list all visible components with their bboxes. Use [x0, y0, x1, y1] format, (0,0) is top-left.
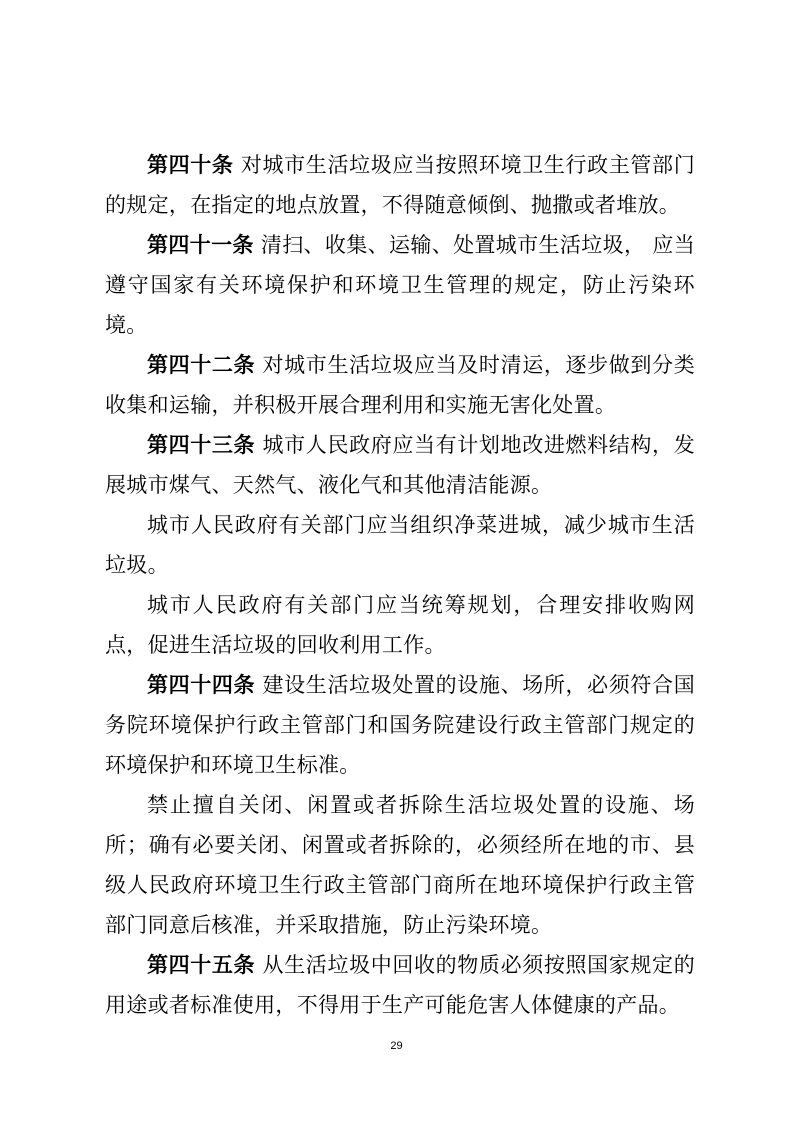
article-42-paragraph — [105, 345, 695, 425]
article-heading: 第四十五条 — [147, 953, 256, 977]
article-heading: 第四十三条 — [147, 433, 256, 457]
article-44-paragraph-2 — [105, 785, 695, 945]
paragraph-text: 建设生活垃圾处置的设施、场所，必须符合国务院环境保护行政主管部门和国务院建设行政主管部门规定的环境保护和环境卫生标准。 — [105, 673, 696, 777]
paragraph-text: 城市人民政府应当有计划地改进燃料结构，发展城市煤气、天然气、液化气和其他清洁能源。 — [105, 433, 696, 497]
paragraph-text: 对城市生活垃圾应当按照环境卫生行政主管部门的规定，在指定的地点放置，不得随意倾倒、抛撒或者堆放。 — [105, 153, 695, 217]
page-number: 29 — [390, 1040, 403, 1052]
paragraph-text: 禁止擅自关闭、闲置或者拆除生活垃圾处置的设施、场所；确有必要关闭、闲置或者拆除的，必须经所在地的市、县级人民政府环境卫生行政主管部门商所在地环境保护行政主管部门同意后核准，并采取措施，防止污染环境。 — [105, 793, 695, 937]
article-heading: 第四十一条 — [147, 233, 254, 257]
article-heading: 第四十二条 — [147, 353, 256, 377]
paragraph-text: 对城市生活垃圾应当及时清运，逐步做到分类收集和运输，并积极开展合理利用和实施无害化处置。 — [105, 353, 696, 417]
article-heading: 第四十四条 — [147, 673, 256, 697]
paragraph-text: 城市人民政府有关部门应当组织净菜进城，减少城市生活垃圾。 — [105, 513, 695, 577]
article-41-paragraph — [105, 225, 695, 345]
article-40-paragraph — [105, 145, 695, 225]
paragraph-text: 从生活垃圾中回收的物质必须按照国家规定的用途或者标准使用，不得用于生产可能危害人体健康的产品。 — [105, 953, 696, 1017]
paragraph-text: 清扫、收集、运输、处置城市生活垃圾， 应当遵守国家有关环境保护和环境卫生管理的规定，防止污染环境。 — [105, 233, 695, 337]
article-43-paragraph — [105, 425, 695, 505]
paragraph-text: 城市人民政府有关部门应当统筹规划，合理安排收购网点，促进生活垃圾的回收利用工作。 — [105, 593, 695, 657]
article-43-paragraph-3 — [105, 585, 695, 665]
article-43-paragraph-2 — [105, 505, 695, 585]
article-45-paragraph — [105, 945, 695, 1025]
document-body — [105, 145, 695, 1025]
article-44-paragraph — [105, 665, 695, 785]
article-heading: 第四十条 — [147, 153, 234, 177]
